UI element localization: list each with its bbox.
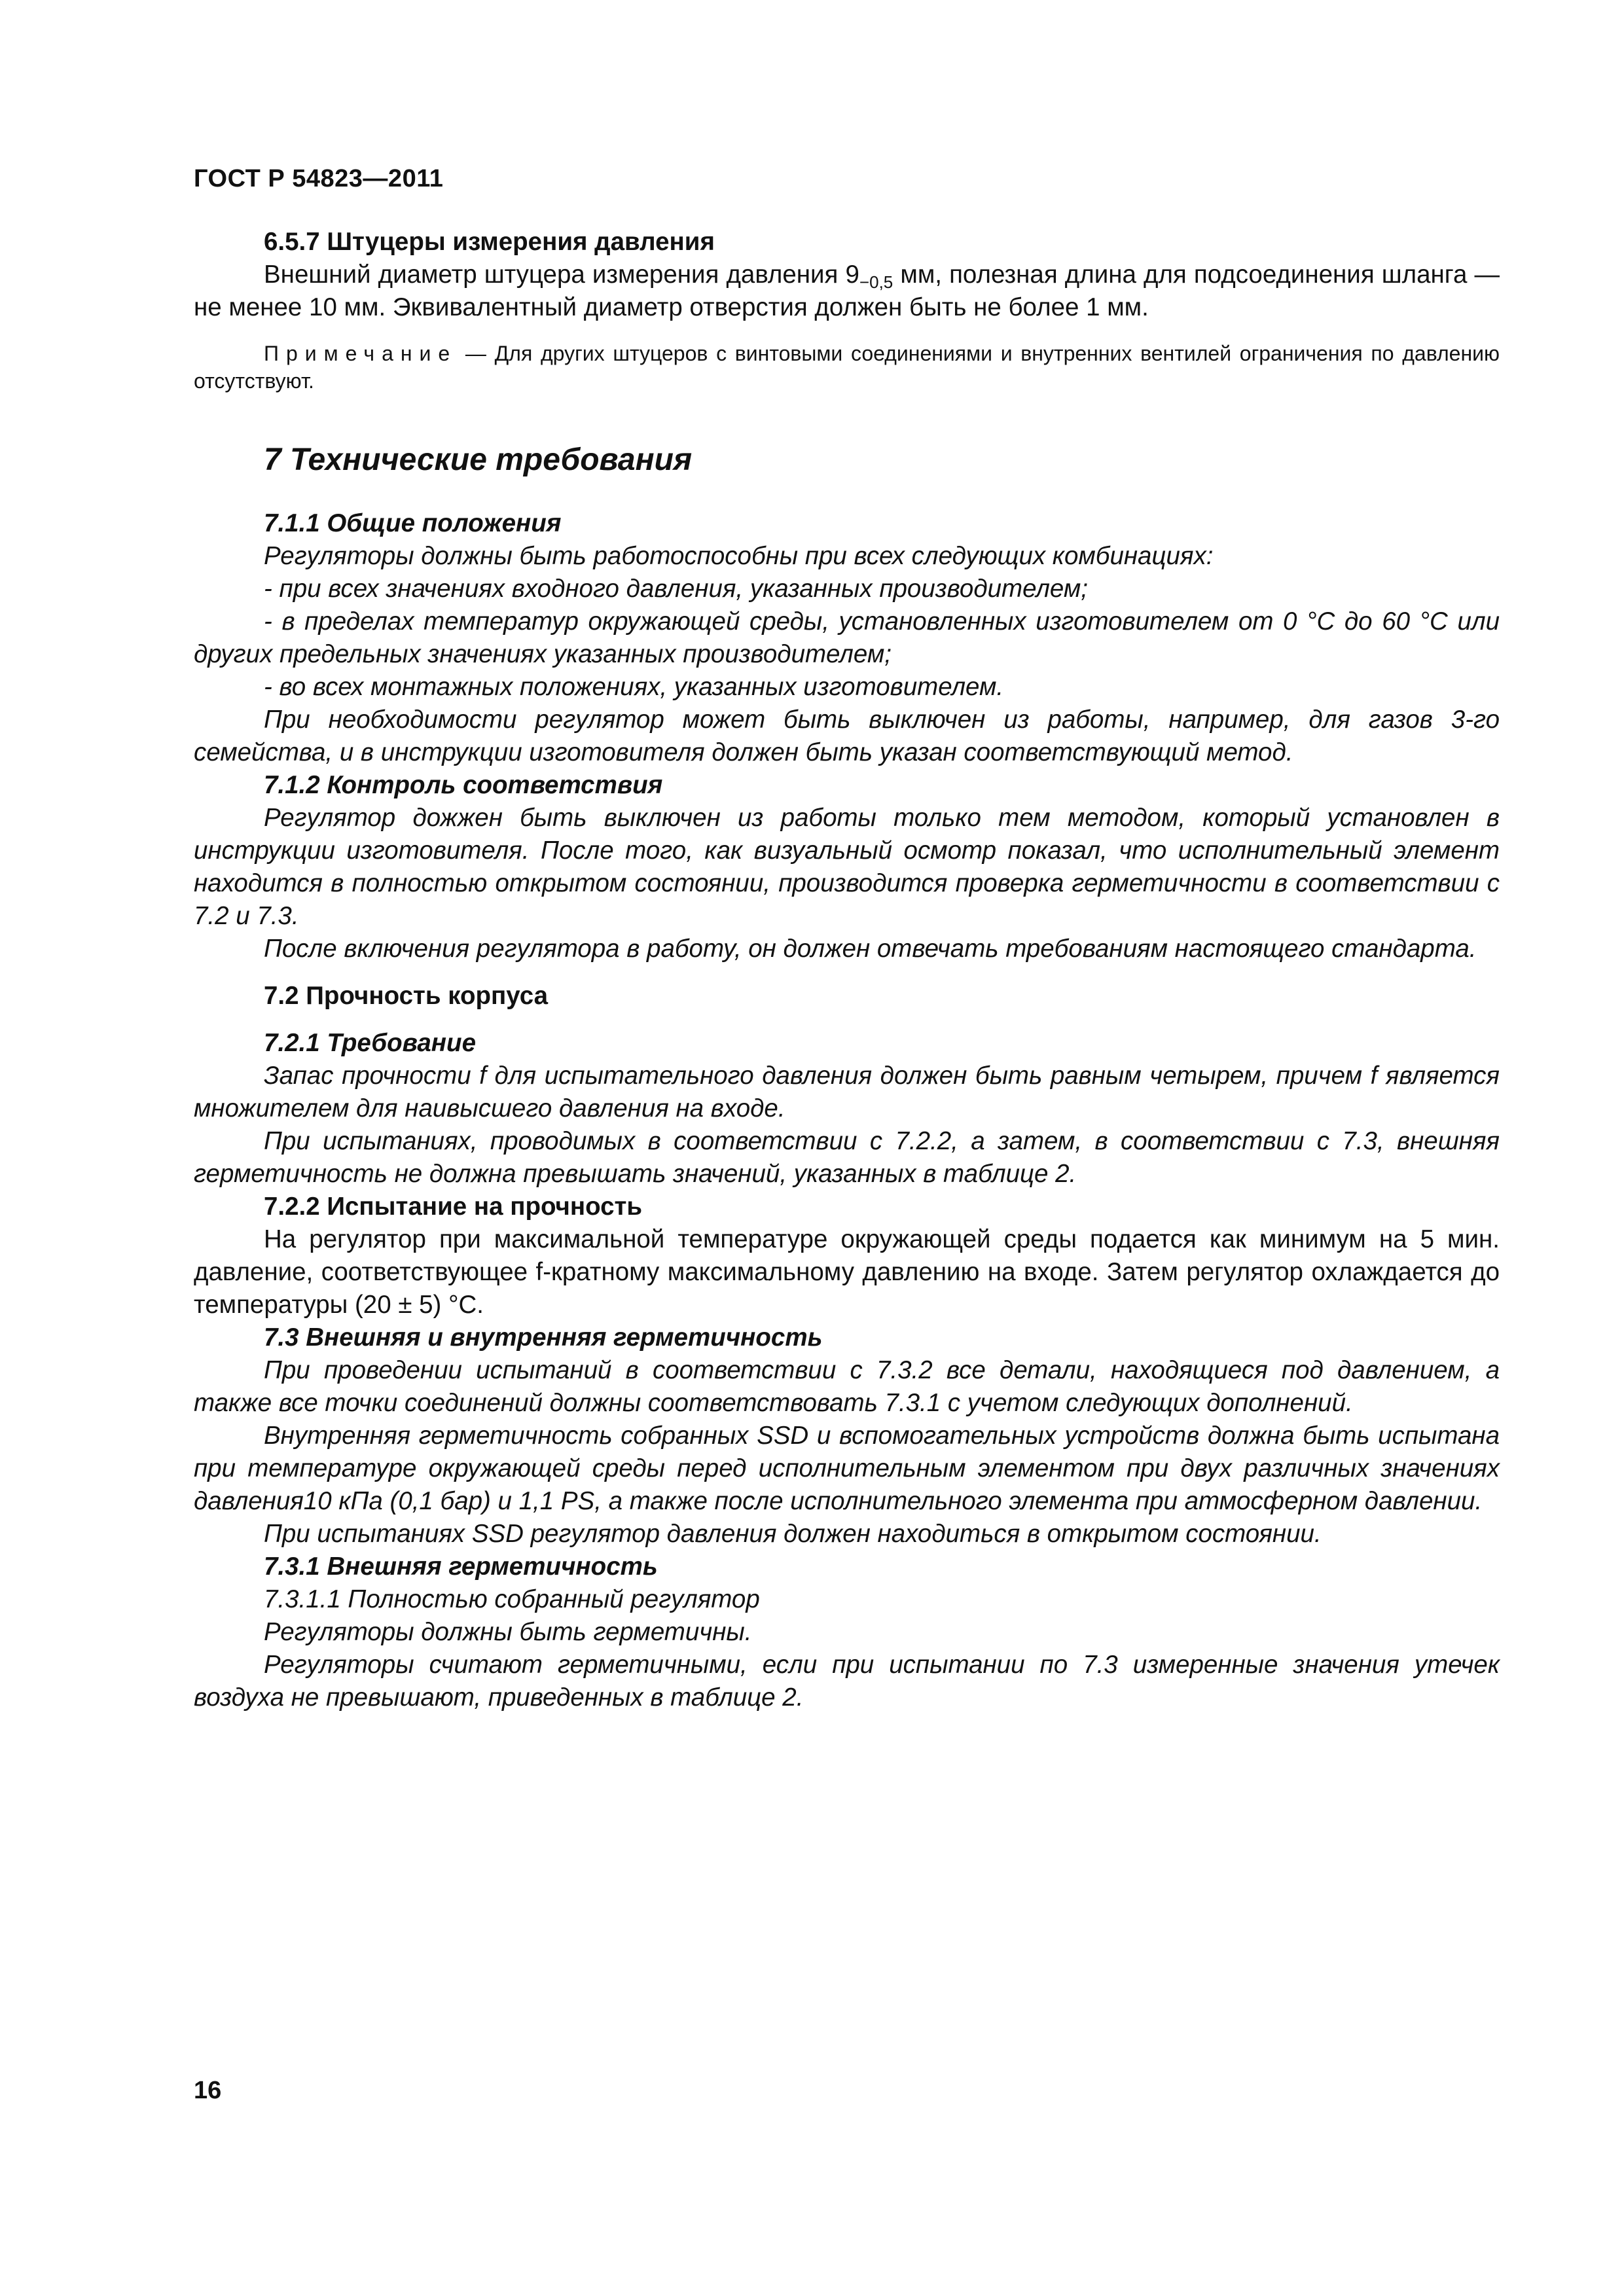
paragraph-7-3-2: Внутренняя герметичность собранных SSD и вспомогательных устройств должна быть испытана при температуре окружающей среды перед исполнительным элементом при двух различных значениях давления10 кПа (0,1 бар) и 1,1 PS, а также после исполнительного элемента при атмосферном давлении. [194,1422,1500,1515]
paragraph-7-1-2-1: Регулятор дожжен быть выключен из работы только тем методом, который установлен в инструкции изготовителя. После того, как визуальный осмотр показал, что исполнительный элемент находится в полностью открытом состоянии, производится проверка герметичности в соответствии с 7.2 и 7.3. [194,804,1500,930]
heading-7-3: 7.3 Внешняя и внутренняя герметичность [264,1323,823,1352]
note-paragraph [194,340,1500,395]
paragraph-7-3-1-2: Регуляторы должны быть герметичны. [264,1618,752,1646]
document-code-header: ГОСТ Р 54823—2011 [194,165,444,192]
paragraph-7-2-1-2: При испытаниях, проводимых в соответствии с 7.2.2, а затем, в соответствии с 7.3, внешняя герметичность не должна превышать значений, указанных в таблице 2. [194,1127,1500,1188]
note-text: — Для других штуцеров с винтовыми соединениями и внутренних вентилей ограничения по давлению отсутствуют. [194,342,1500,393]
note-label: Примечание [264,342,458,365]
paragraph-6-5-7-text-1: Внешний диаметр штуцера измерения давления 9 [264,260,859,289]
heading-7-2: 7.2 Прочность корпуса [264,982,549,1010]
paragraph-7-1-1-2: - при всех значениях входного давления, указанных производителем; [264,575,1088,603]
paragraph-7-1-1-3: - в пределах температур окружающей среды, установленных изготовителем от 0 °С до 60 °С или других предельных значениях указанных производителем; [194,607,1500,668]
paragraph-7-1-2-2: После включения регулятора в работу, он должен отвечать требованиям настоящего стандарта. [264,935,1477,963]
paragraph-7-2-2-1: На регулятор при максимальной температуре окружающей среды подается как минимум на 5 мин. давление, соответствующее f-кратному максимальному давлению на входе. Затем регулятор охлаждается до температуры (20 ± 5) °С. [194,1225,1500,1319]
heading-7-1-1: 7.1.1 Общие положения [264,509,562,537]
paragraph-7-1-1-1: Регуляторы должны быть работоспособны при всех следующих комбинациях: [264,542,1214,570]
paragraph-7-3-3: При испытаниях SSD регулятор давления должен находиться в открытом состоянии. [264,1520,1322,1548]
page-number: 16 [194,2077,222,2104]
paragraph-7-1-1-5: При необходимости регулятор может быть выключен из работы, например, для газов 3-го семейства, и в инструкции изготовителя должен быть указан соответствующий метод. [194,706,1500,766]
paragraph-7-2-1-1: Запас прочности f для испытательного давления должен быть равным четырем, причем f является множителем для наивысшего давления на входе. [194,1062,1500,1122]
heading-7-1-2: 7.1.2 Контроль соответствия [264,771,663,799]
paragraph-7-3-1-1: 7.3.1.1 Полностью собранный регулятор [264,1585,760,1613]
paragraph-7-3-1: При проведении испытаний в соответствии с 7.3.2 все детали, находящиеся под давлением, а также все точки соединений должны соответствовать 7.3.1 с учетом следующих дополнений. [194,1356,1500,1417]
heading-7-2-1: 7.2.1 Требование [264,1029,476,1057]
paragraph-7-1-1-4: - во всех монтажных положениях, указанных изготовителем. [264,673,1004,701]
heading-7-2-2: 7.2.2 Испытание на прочность [264,1193,643,1221]
paragraph-6-5-7 [194,259,1500,324]
section-7-title: 7 Технические требования [264,442,693,477]
heading-6-5-7: 6.5.7 Штуцеры измерения давления [264,228,715,256]
dimension-tolerance: −0,5 [859,272,893,292]
paragraph-7-3-1-3: Регуляторы считают герметичными, если при испытании по 7.3 измеренные значения утечек воздуха не превышают, приведенных в таблице 2. [194,1651,1500,1712]
paragraph-6-5-7-text-2: мм, полезная длина для подсоединения шланга — не менее 10 мм. Эквивалентный диаметр отверстия должен быть не более 1 мм. [194,260,1500,321]
page-body [194,226,1500,1714]
heading-7-3-1: 7.3.1 Внешняя герметичность [264,1552,658,1581]
